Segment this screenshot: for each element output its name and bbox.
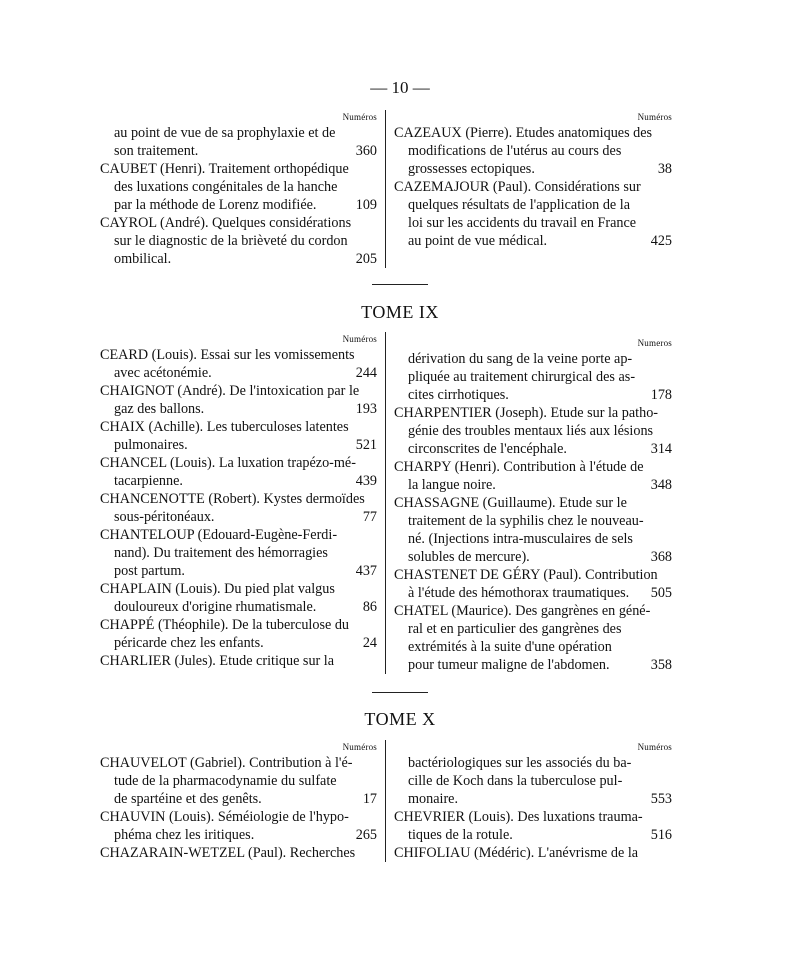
entry-line [394,494,672,512]
entry-line [100,652,377,670]
entry-text: des luxations congénitales de la hanche [114,179,338,195]
entry-line [394,386,672,404]
index-entry [394,404,672,458]
entry-line [100,598,377,616]
entry-text: pliquée au traitement chirurgical des as- [408,369,636,385]
entry-number: 505 [650,585,672,601]
entry-text: CHAPPÉ (Théophile). De la tuberculose du [100,617,350,633]
entry-line [394,584,672,602]
entry-text: cites cirrhotiques. [408,387,509,403]
entry-line [394,566,672,584]
numeros-label: Numeros [637,338,672,348]
entry-text: CHARLIER (Jules). Etude critique sur la [100,653,335,669]
index-entry [100,124,377,160]
tome-ix-right-column [386,332,672,674]
entry-text: CHASSAGNE (Guillaume). Etude sur le [394,495,627,511]
entry-text: sur le diagnostic de la brièveté du cordon [114,233,348,249]
entry-text: CHANCENOTTE (Robert). Kystes dermoïdes [100,491,365,507]
index-entry [394,124,672,178]
entry-text: tiques de la rotule. [408,827,513,843]
tome-x-right-column [386,740,672,862]
entry-line [100,544,377,562]
entry-line [394,196,672,214]
tome-ix-title: TOME IX [361,302,439,322]
entry-line [100,160,377,178]
entry-number: 360 [355,143,377,159]
entry-text: loi sur les accidents du travail en France [408,215,637,231]
tome-x-title: TOME X [364,709,436,729]
entry-text: CHANTELOUP (Edouard-Eugène-Ferdi- [100,527,338,543]
entry-line [100,490,377,508]
entry-line [100,124,377,142]
entry-line [100,826,377,844]
entry-line [100,562,377,580]
entry-text: CHARPENTIER (Joseph). Etude sur la patho- [394,405,659,421]
entry-line [394,602,672,620]
entry-line [100,250,377,268]
entry-text: par la méthode de Lorenz modifiée. [114,197,317,213]
entry-text: traitement de la syphilis chez le nouveau- [408,513,644,529]
entry-text: CAYROL (André). Quelques considérations [100,215,352,231]
entry-line [394,350,672,368]
entry-text: ombilical. [114,251,172,267]
entry-line [100,526,377,544]
index-entry [100,808,377,844]
entry-line [394,440,672,458]
entry-line [394,214,672,232]
entry-line [394,772,672,790]
entry-text: la langue noire. [408,477,496,493]
entry-number: 265 [355,827,377,843]
entry-number: 77 [362,509,377,525]
entry-text: douloureux d'origine rhumatismale. [114,599,317,615]
entry-line [100,634,377,652]
entry-text: cille de Koch dans la tuberculose pul- [408,773,623,789]
section-top [100,110,672,268]
entry-line [394,808,672,826]
entry-line [100,454,377,472]
index-entry [100,580,377,616]
entry-text: au point de vue médical. [408,233,548,249]
numeros-label: Numéros [637,742,672,752]
entry-line [100,214,377,232]
numeros-label: Numéros [342,334,377,344]
index-entry [100,490,377,526]
index-entry [394,566,672,602]
entry-line [100,142,377,160]
entry-line [394,512,672,530]
entry-number: 348 [650,477,672,493]
entry-line [394,404,672,422]
entry-text: gaz des ballons. [114,401,205,417]
entry-line [394,638,672,656]
numeros-label: Numéros [342,742,377,752]
entry-line [100,790,377,808]
entry-line [394,160,672,178]
entry-text: CEARD (Louis). Essai sur les vomissements [100,347,355,363]
entry-line [100,508,377,526]
entry-line [394,232,672,250]
numeros-label: Numéros [342,112,377,122]
entry-text: quelques résultats de l'application de la [408,197,630,213]
entry-number: 368 [650,549,672,565]
entry-line [394,844,672,862]
index-entry [100,652,377,670]
entry-number: 38 [657,161,672,177]
index-entry [394,844,672,862]
entry-number: 553 [650,791,672,807]
entry-text: CHARPY (Henri). Contribution à l'étude de [394,459,644,475]
numeros-label: Numéros [637,112,672,122]
entry-text: génie des troubles mentaux liés aux lésions [408,423,654,439]
entry-line [100,616,377,634]
entry-number: 109 [355,197,377,213]
entry-line [100,232,377,250]
entry-number: 521 [355,437,377,453]
entry-text: CAUBET (Henri). Traitement orthopédique [100,161,349,177]
entry-text: CHAUVELOT (Gabriel). Contribution à l'é- [100,755,353,771]
entry-text: de spartéine et des genêts. [114,791,262,807]
entry-number: 86 [362,599,377,615]
index-entry [100,214,377,268]
entry-number: 24 [362,635,377,651]
entry-text: extrémités à la suite d'une opération [408,639,612,655]
index-entry [100,382,377,418]
entry-text: CHIFOLIAU (Médéric). L'anévrisme de la [394,845,639,861]
entry-text: phéma chez les iritiques. [114,827,255,843]
entry-line [100,400,377,418]
entry-number: 439 [355,473,377,489]
index-entry [100,526,377,580]
entry-line [100,178,377,196]
entry-line [394,548,672,566]
entry-text: né. (Injections intra-musculaires de sels [408,531,633,547]
entry-line [100,382,377,400]
top-right-column [386,110,672,268]
entry-text: post partum. [114,563,185,579]
entry-text: CHAUVIN (Louis). Séméiologie de l'hypo- [100,809,349,825]
entry-text: circonscrites de l'encéphale. [408,441,567,457]
top-left-column [100,110,386,268]
entry-line [394,476,672,494]
entry-text: péricarde chez les enfants. [114,635,264,651]
section-divider [372,284,428,285]
entry-line [100,580,377,598]
entry-text: à l'étude des hémothorax traumatiques. [408,585,630,601]
entry-line [100,754,377,772]
entry-text: CHAZARAIN-WETZEL (Paul). Recherches [100,845,356,861]
entry-text: avec acétonémie. [114,365,212,381]
index-entry [100,754,377,808]
entry-text: CHASTENET DE GÉRY (Paul). Contribution [394,567,658,583]
entry-line [394,656,672,674]
entry-line [100,196,377,214]
entry-text: ral et en particulier des gangrènes des [408,621,622,637]
entry-text: monaire. [408,791,459,807]
entry-line [394,458,672,476]
entry-line [100,436,377,454]
entry-line [100,772,377,790]
entry-line [394,178,672,196]
entry-number: 244 [355,365,377,381]
entry-line [394,142,672,160]
index-entry [100,418,377,454]
entry-text: CHAIX (Achille). Les tuberculoses latentes [100,419,349,435]
entry-text: nand). Du traitement des hémorragies [114,545,328,561]
index-entry [394,494,672,566]
entry-line [100,418,377,436]
entry-text: CHAIGNOT (André). De l'intoxication par le [100,383,360,399]
entry-text: grossesses ectopiques. [408,161,535,177]
entry-line [100,844,377,862]
entry-line [100,472,377,490]
index-entry [394,178,672,250]
entry-line [394,422,672,440]
entry-line [100,364,377,382]
entry-text: bactériologiques sur les associés du ba- [408,755,632,771]
index-entry [394,458,672,494]
entry-number: 516 [650,827,672,843]
entry-text: pulmonaires. [114,437,188,453]
entry-text: CHANCEL (Louis). La luxation trapézo-mé- [100,455,356,471]
tome-x-left-column [100,740,386,862]
entry-text: modifications de l'utérus au cours des [408,143,622,159]
section-tome-ix [100,332,672,674]
entry-number: 205 [355,251,377,267]
entry-line [100,346,377,364]
entry-text: pour tumeur maligne de l'abdomen. [408,657,610,673]
entry-line [394,368,672,386]
entry-text: CHAPLAIN (Louis). Du pied plat valgus [100,581,335,597]
entry-text: sous-péritonéaux. [114,509,215,525]
entry-text: CHATEL (Maurice). Des gangrènes en géné- [394,603,651,619]
index-entry [394,754,672,808]
page-number: — 10 — [370,78,430,97]
entry-text: dérivation du sang de la veine porte ap- [408,351,633,367]
entry-text: solubles de mercure). [408,549,530,565]
index-entry [394,350,672,404]
entry-text: son traitement. [114,143,199,159]
entry-line [394,530,672,548]
index-entry [394,808,672,844]
entry-number: 314 [650,441,672,457]
entry-number: 193 [355,401,377,417]
entry-number: 358 [650,657,672,673]
entry-text: CAZEAUX (Pierre). Etudes anatomiques des [394,125,653,141]
index-entry [100,454,377,490]
section-divider [372,692,428,693]
entry-line [394,790,672,808]
tome-ix-left-column [100,332,386,674]
index-entry [394,602,672,674]
entry-text: CHEVRIER (Louis). Des luxations trauma- [394,809,643,825]
entry-number: 425 [650,233,672,249]
entry-number: 178 [650,387,672,403]
section-tome-x [100,740,672,862]
entry-text: CAZEMAJOUR (Paul). Considérations sur [394,179,641,195]
entry-text: tacarpienne. [114,473,183,489]
entry-line [394,124,672,142]
entry-line [394,620,672,638]
index-entry [100,844,377,862]
index-entry [100,616,377,652]
index-entry [100,346,377,382]
entry-number: 17 [362,791,377,807]
index-entry [100,160,377,214]
entry-line [100,808,377,826]
entry-text: tude de la pharmacodynamie du sulfate [114,773,337,789]
entry-text: au point de vue de sa prophylaxie et de [114,125,336,141]
entry-line [394,754,672,772]
entry-line [394,826,672,844]
entry-number: 437 [355,563,377,579]
